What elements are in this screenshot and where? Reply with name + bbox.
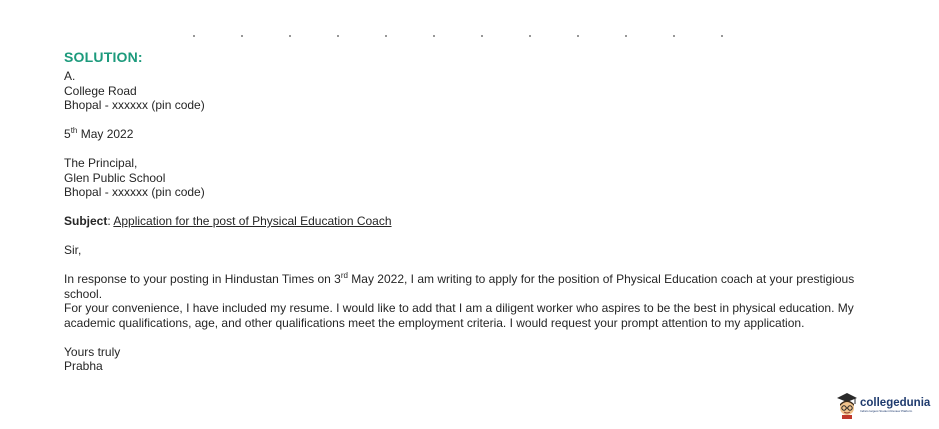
letter-date bbox=[64, 127, 884, 142]
date-day: 5 bbox=[64, 127, 71, 141]
date-rest: May 2022 bbox=[77, 127, 134, 141]
subject-separator: : bbox=[107, 214, 114, 228]
para1-post: May 2022, I am writing to apply for the position of Physical Education coach at your prestigious school. bbox=[64, 272, 855, 301]
sender-address-line2: Bhopal - xxxxxx (pin code) bbox=[64, 98, 205, 112]
subject-text: Application for the post of Physical Education Coach bbox=[113, 214, 392, 228]
logo-text-block bbox=[860, 397, 936, 413]
logo-tagline: India's largest Student Review Platform bbox=[860, 409, 913, 413]
solution-heading: SOLUTION: bbox=[64, 49, 143, 65]
body-paragraph-2: For your convenience, I have included my resume. I would like to add that I am a diligent worker who aspires to be the best in physical education. My academic qualifications, age, and other qualifications meet the employment criteria. I would request your prompt attention to my application. bbox=[64, 301, 854, 330]
sender-address-line1: College Road bbox=[64, 83, 137, 98]
logo-name: collegedunia bbox=[860, 397, 931, 409]
closing-line: Yours truly bbox=[64, 344, 121, 359]
date-suffix: th bbox=[70, 126, 78, 135]
para1-pre: In response to your posting in Hindustan Times on 3 bbox=[64, 272, 341, 286]
recipient-address: Bhopal - xxxxxx (pin code) bbox=[64, 185, 205, 199]
subject-line bbox=[64, 214, 884, 229]
signature-name: Prabha bbox=[64, 359, 103, 373]
subject-label: Subject bbox=[64, 214, 108, 228]
body-paragraph-1 bbox=[64, 272, 884, 301]
sender-name: A. bbox=[64, 69, 76, 83]
collegedunia-logo bbox=[836, 390, 936, 420]
cropped-text-remnant bbox=[170, 34, 760, 38]
mascot-icon bbox=[836, 391, 858, 419]
recipient-title: The Principal, bbox=[64, 156, 138, 170]
letter-body bbox=[64, 69, 884, 374]
salutation: Sir, bbox=[64, 243, 82, 257]
recipient-school: Glen Public School bbox=[64, 170, 166, 185]
para1-sup: rd bbox=[340, 271, 348, 280]
